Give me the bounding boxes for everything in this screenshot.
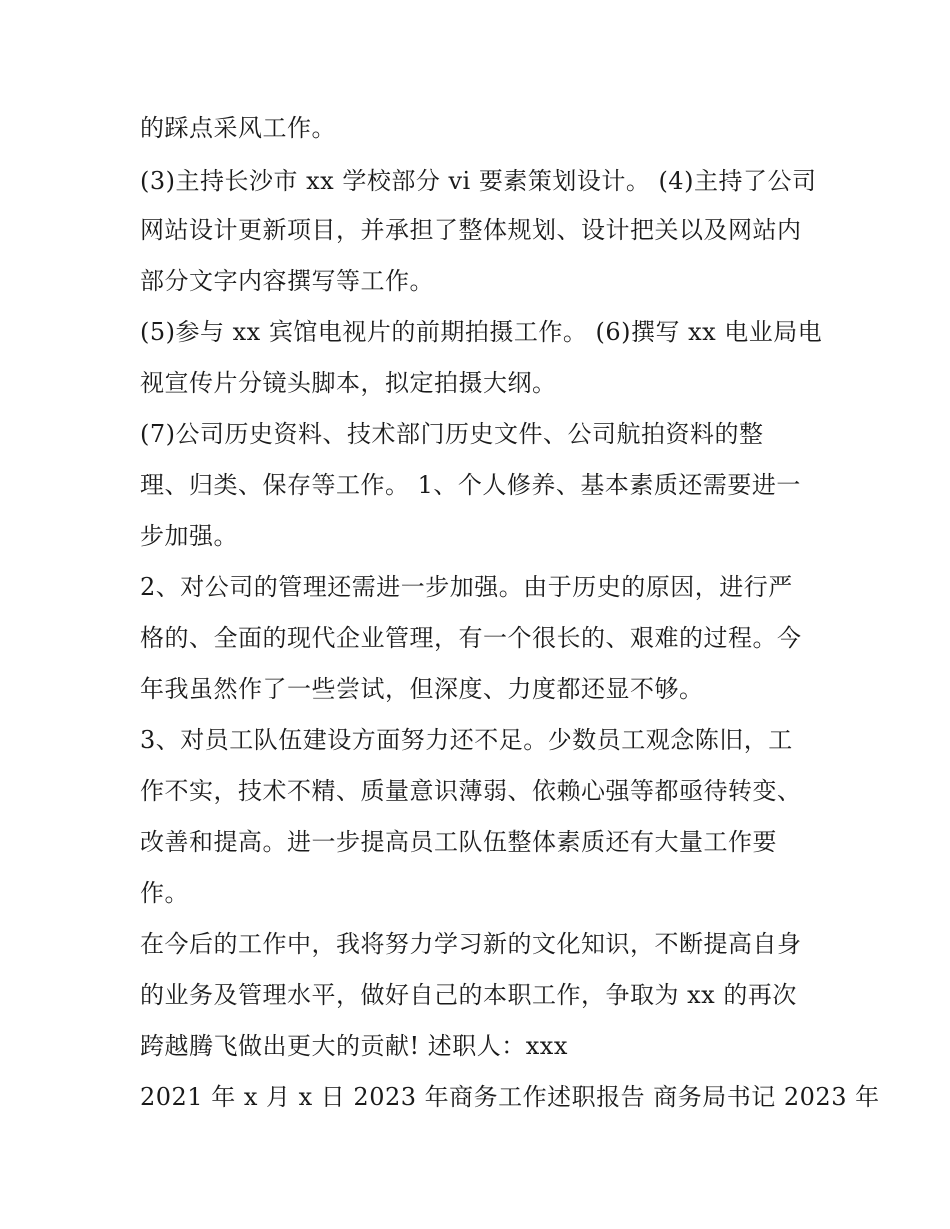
text-line: 步加强。 bbox=[140, 522, 238, 550]
text-line: 年我虽然作了一些尝试，但深度、力度都还显不够。 bbox=[140, 675, 704, 703]
text-line: (7)公司历史资料、技术部门历史文件、公司航拍资料的整 bbox=[140, 420, 764, 448]
text-line: 的踩点采风工作。 bbox=[140, 114, 336, 142]
text-line: 2、对公司的管理还需进一步加强。由于历史的原因，进行严 bbox=[140, 573, 793, 601]
text-line: (5)参与 xx 宾馆电视片的前期拍摄工作。 (6)撰写 xx 电业局电 bbox=[140, 318, 823, 346]
text-line: 作不实，技术不精、质量意识薄弱、依赖心强等都亟待转变、 bbox=[140, 777, 802, 805]
text-line: 在今后的工作中，我将努力学习新的文化知识，不断提高自身 bbox=[140, 930, 802, 958]
text-line: 网站设计更新项目，并承担了整体规划、设计把关以及网站内 bbox=[140, 216, 802, 244]
text-line: 格的、全面的现代企业管理，有一个很长的、艰难的过程。今 bbox=[140, 624, 802, 652]
text-line: (3)主持长沙市 xx 学校部分 vi 要素策划设计。 (4)主持了公司 bbox=[140, 167, 817, 195]
text-line: 改善和提高。进一步提高员工队伍整体素质还有大量工作要 bbox=[140, 828, 777, 856]
text-line: 视宣传片分镜头脚本，拟定拍摄大纲。 bbox=[140, 369, 557, 397]
text-line: 理、归类、保存等工作。 1、个人修养、基本素质还需要进一 bbox=[140, 471, 801, 499]
text-line: 的业务及管理水平，做好自己的本职工作，争取为 xx 的再次 bbox=[140, 981, 797, 1009]
text-line: 跨越腾飞做出更大的贡献! 述职人：xxx bbox=[140, 1032, 568, 1060]
text-line: 3、对员工队伍建设方面努力还不足。少数员工观念陈旧，工 bbox=[140, 726, 793, 754]
text-line: 作。 bbox=[140, 879, 189, 907]
text-line: 部分文字内容撰写等工作。 bbox=[140, 267, 434, 295]
text-line: 2021 年 x 月 x 日 2023 年商务工作述职报告 商务局书记 2023 年 bbox=[140, 1083, 880, 1111]
